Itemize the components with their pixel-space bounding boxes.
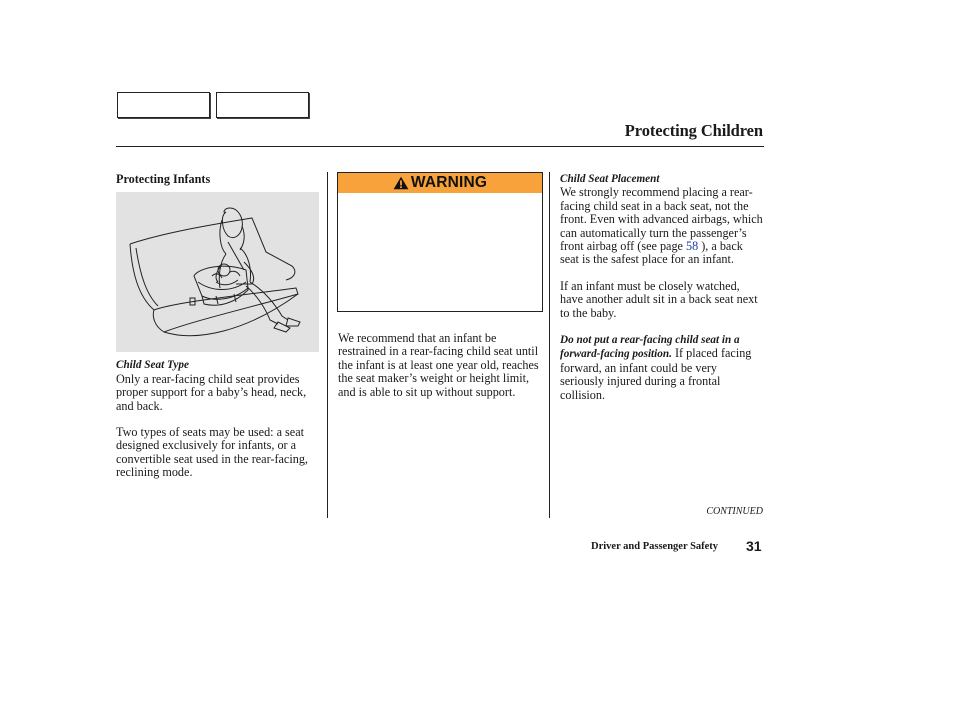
child-seat-type-para1: Only a rear-facing child seat provides proper support for a baby’s head, neck, and back. [116,371,307,413]
warning-label: WARNING [410,174,488,191]
column-divider [549,172,550,518]
page-title: Protecting Children [624,121,763,140]
placement-paragraph [560,186,764,266]
child-seat-type-heading: Child Seat Type [116,359,189,372]
nav-button-2[interactable] [216,92,309,118]
section-heading: Protecting Infants [116,172,211,186]
child-seat-type-para2: Two types of seats may be used: a seat designed exclusively for infants, or a convertible seat used in the rear-facing, reclining mode. [116,425,308,480]
placement-text-after-link: ), a back seat is the safest place for an infant. [560,239,743,267]
column-divider [327,172,328,518]
placement-text-before-link: We strongly recommend placing a rear-facing child seat in a back seat, not the front. Even with advanced airbags, which can automatically turn the passenger’s front airbag off (see page [560,185,763,254]
page-reference-link[interactable]: 58 [686,239,699,254]
infant-seat-illustration [116,192,319,352]
caution-bold-text: Do not put a rear-facing child seat in a forward-facing position. [560,334,740,361]
warning-box [337,172,543,312]
page-number: 31 [746,538,762,554]
caution-rest-text: If placed facing forward, an infant could be very seriously injured during a frontal collision. [560,346,752,402]
infant-seat-drawing [116,192,319,352]
continued-label: CONTINUED [706,506,763,517]
warning-header [338,173,542,193]
infant-restraint-paragraph: We recommend that an infant be restrained in a rear-facing child seat until the infant is at least one year old, reaches the seat maker’s weight or height limit, and is able to sit up without support. [338,331,539,399]
footer-section-name: Driver and Passenger Safety [591,541,719,552]
nav-button-1[interactable] [117,92,210,118]
title-rule [116,146,764,147]
watch-infant-paragraph: If an infant must be closely watched, have another adult sit in a back seat next to the baby. [560,278,758,320]
caution-paragraph [560,333,764,402]
middle-column [338,332,542,399]
warning-triangle-icon [393,176,409,190]
right-column [560,172,764,402]
child-seat-placement-heading: Child Seat Placement [560,173,660,185]
